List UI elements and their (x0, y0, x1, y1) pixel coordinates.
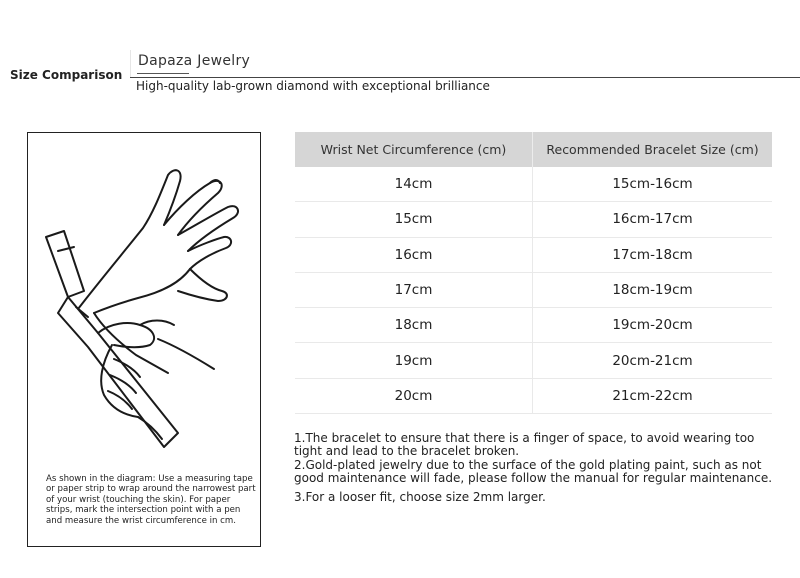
table-row (295, 308, 772, 343)
table-row (295, 272, 772, 307)
measuring-illustration-panel (27, 132, 261, 547)
header-rule (130, 77, 800, 78)
size-table (295, 132, 772, 414)
bracelet-cell: 17cm-18cm (533, 237, 773, 272)
bracelet-cell: 20cm-21cm (533, 343, 773, 378)
table-row (295, 202, 772, 237)
note-item: 2.Gold-plated jewelry due to the surface of the gold plating paint, such as not good maintenance will fade, please follow the manual for regular maintenance. (294, 458, 773, 485)
brand-underline (137, 73, 189, 74)
table-row (295, 343, 772, 378)
bracelet-cell: 19cm-20cm (533, 308, 773, 343)
wrist-cell: 16cm (295, 237, 533, 272)
wrist-cell: 17cm (295, 272, 533, 307)
table-row (295, 378, 772, 413)
care-notes (294, 432, 784, 505)
wrist-cell: 15cm (295, 202, 533, 237)
bracelet-cell: 15cm-16cm (533, 167, 773, 202)
table-row (295, 237, 772, 272)
bracelet-cell: 21cm-22cm (533, 378, 773, 413)
measuring-instructions: As shown in the diagram: Use a measuring tape or paper strip to wrap around the narrowest part of your wrist (touching the skin). For paper strips, mark the intersection point with a pen and measure the wrist circumference in cm. (46, 474, 256, 526)
header-divider-tick (130, 50, 131, 78)
section-title: Size Comparison (10, 68, 123, 82)
column-header-bracelet: Recommended Bracelet Size (cm) (533, 132, 773, 167)
column-header-wrist: Wrist Net Circumference (cm) (295, 132, 533, 167)
wrist-cell: 19cm (295, 343, 533, 378)
measuring-strip (58, 297, 178, 447)
note-item: 1.The bracelet to ensure that there is a finger of space, to avoid wearing too tight and lead to the bracelet broken. (294, 431, 755, 458)
table-row (295, 167, 772, 202)
wrist-cell: 14cm (295, 167, 533, 202)
strip-end (46, 231, 84, 297)
bracelet-cell: 16cm-17cm (533, 202, 773, 237)
wrist-cell: 20cm (295, 378, 533, 413)
size-table-header-row (295, 132, 772, 167)
bracelet-cell: 18cm-19cm (533, 272, 773, 307)
note-item: 3.For a looser fit, choose size 2mm larger. (294, 490, 546, 504)
wrist-cell: 18cm (295, 308, 533, 343)
tagline: High-quality lab-grown diamond with exceptional brilliance (136, 79, 490, 93)
brand-name: Dapaza Jewelry (138, 53, 251, 69)
